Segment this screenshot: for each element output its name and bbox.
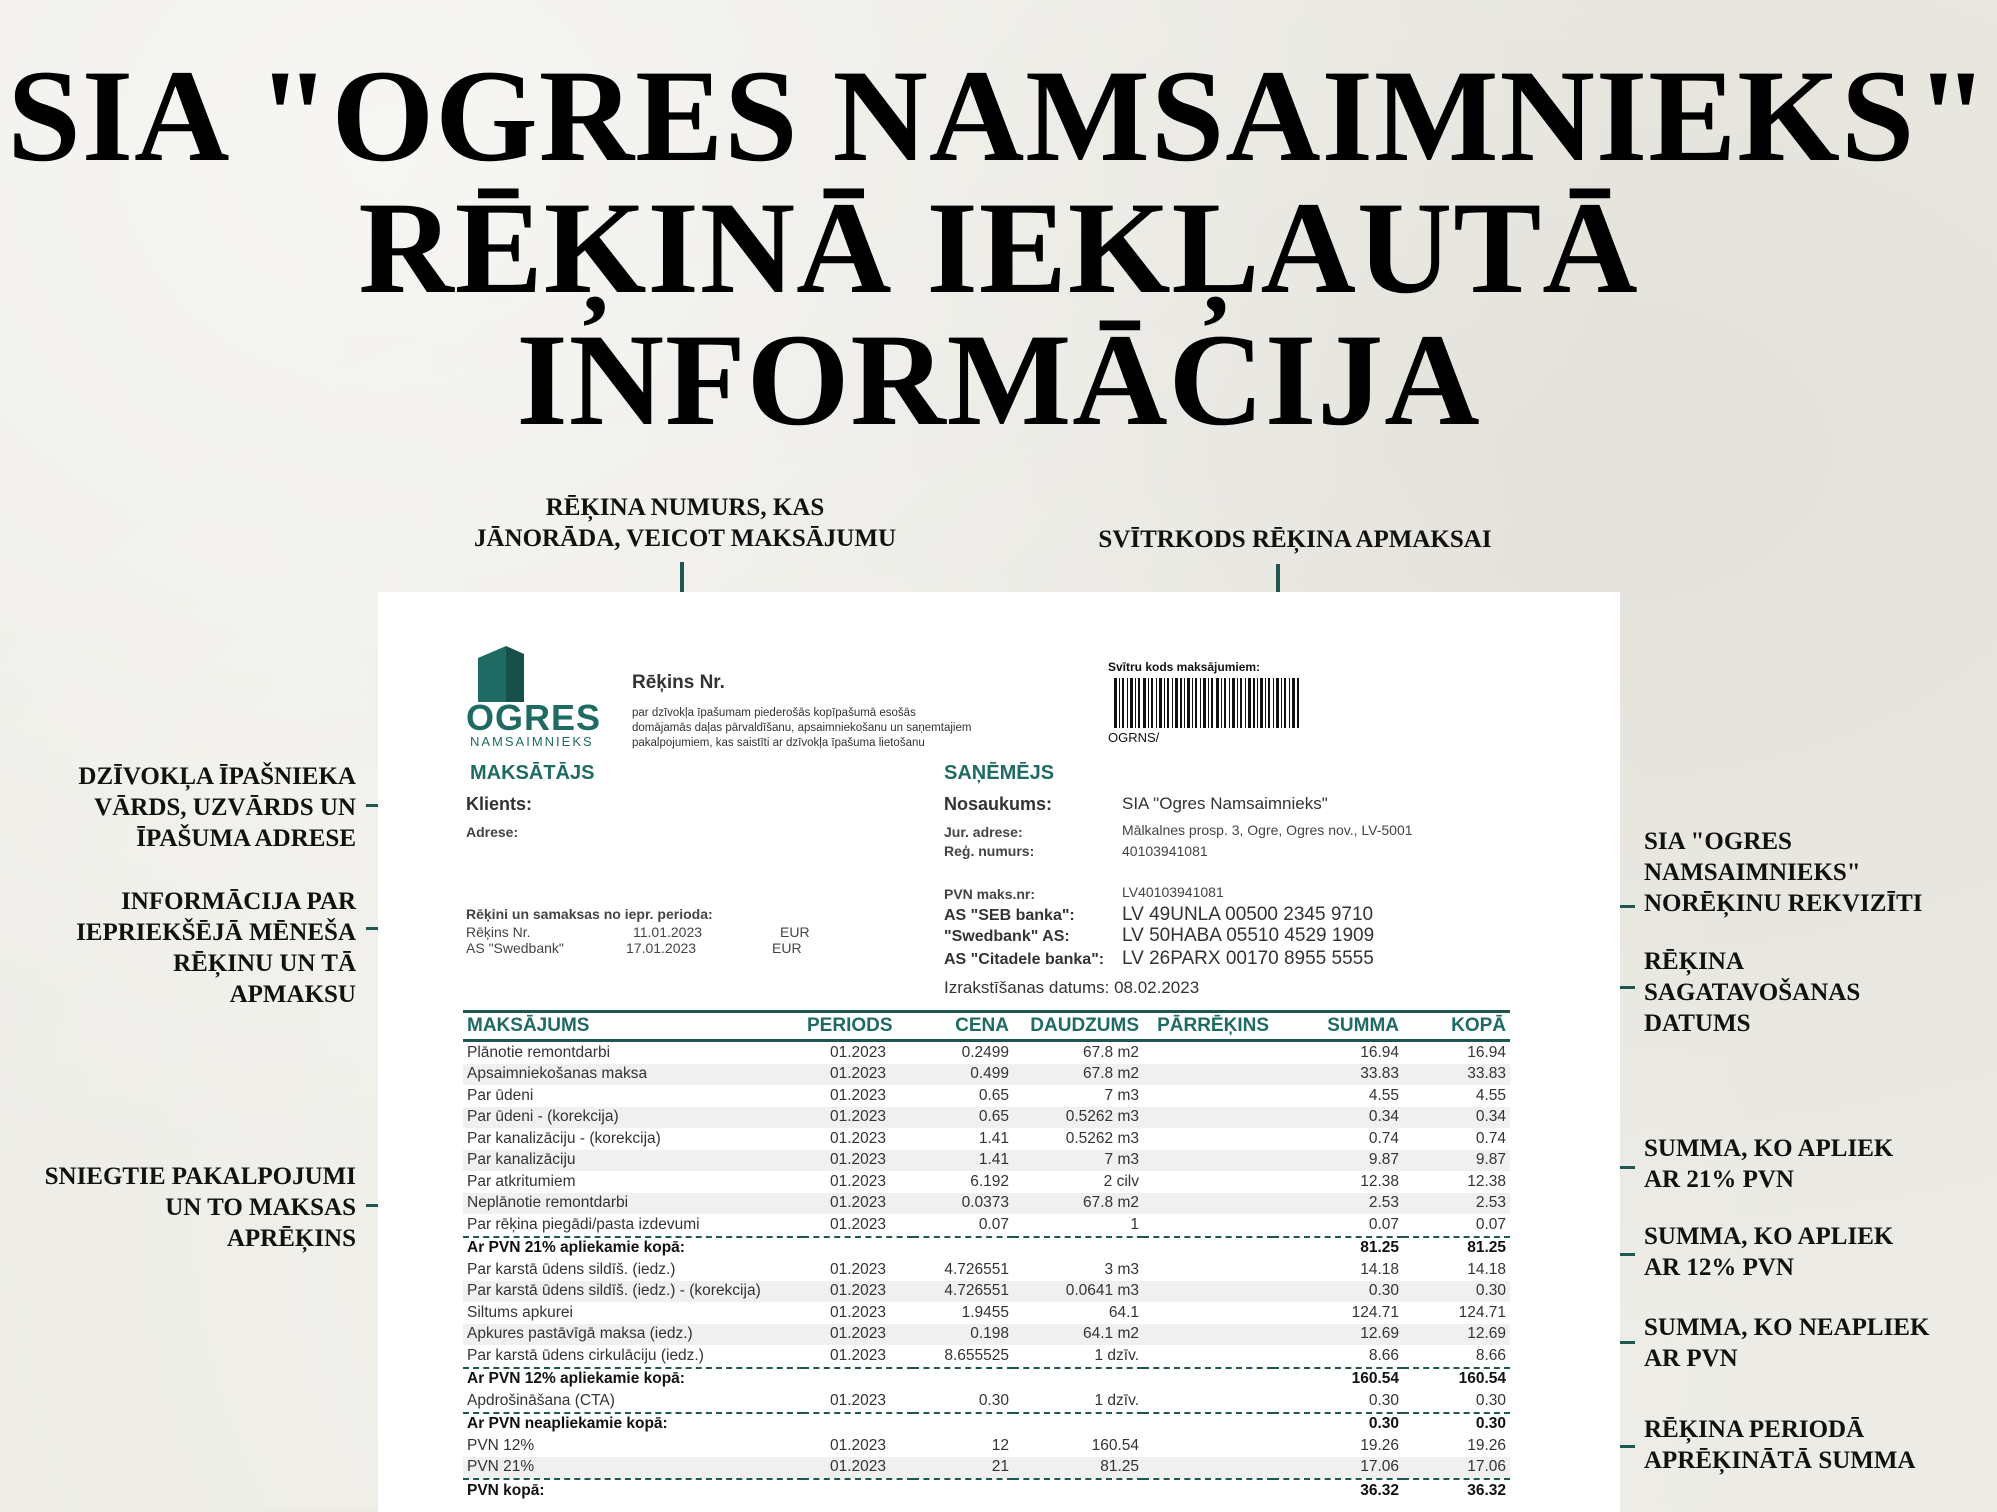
- table-cell: 1.9455: [961, 1303, 1009, 1321]
- table-row: [463, 1390, 1510, 1413]
- table-cell: [1143, 1171, 1273, 1193]
- table-cell: 0.34: [1403, 1107, 1510, 1129]
- col-header: PERIODS: [803, 1012, 913, 1041]
- col-header: PĀRRĒĶINS: [1143, 1012, 1273, 1041]
- col-header: MAKSĀJUMS: [463, 1012, 803, 1041]
- reg-number-value: 40103941081: [1122, 843, 1208, 859]
- table-cell: 01.2023: [829, 1436, 887, 1454]
- vat-number-label: PVN maks.nr:: [944, 886, 1036, 902]
- table-cell: 33.83: [1403, 1064, 1510, 1086]
- table-cell: [913, 1237, 1013, 1260]
- table-cell: 4.55: [1475, 1086, 1506, 1104]
- table-cell: 0.07: [1368, 1215, 1399, 1233]
- table-cell: [1013, 1368, 1143, 1391]
- table-cell: 1 dzīv.: [1094, 1391, 1139, 1409]
- table-cell: Plānotie remontdarbi: [467, 1043, 611, 1061]
- table-row: [463, 1457, 1510, 1480]
- table-cell: Ar PVN 21% apliekamie kopā:: [463, 1237, 803, 1260]
- table-row: [463, 1171, 1510, 1193]
- table-cell: [1143, 1479, 1273, 1502]
- previous-row-date: 17.01.2023: [626, 940, 697, 956]
- table-header-row: [463, 1012, 1510, 1041]
- annotation-invoice-number: RĒĶINA NUMURS, KAS JĀNORĀDA, VEICOT MAKSĀJUMU: [473, 494, 896, 552]
- subtotal-row: [463, 1237, 1510, 1260]
- table-cell: 01.2023: [803, 1193, 913, 1215]
- barcode-label: Svītru kods maksājumiem:: [1108, 660, 1261, 674]
- seb-label: AS "SEB banka":: [944, 907, 1075, 924]
- invoice-sheet: [378, 592, 1620, 1512]
- table-cell: 0.30: [1403, 1281, 1510, 1303]
- table-cell: 0.0373: [913, 1193, 1013, 1215]
- table-cell: [913, 1479, 1013, 1502]
- page-title-line-2: RĒĶINĀ IEKĻAUTĀ: [358, 174, 1639, 321]
- table-cell: 19.26: [1360, 1436, 1399, 1454]
- subtotal-row: [463, 1479, 1510, 1502]
- table-row: [463, 1150, 1510, 1172]
- subtotal-row: [463, 1413, 1510, 1436]
- table-cell: 1.41: [978, 1129, 1009, 1147]
- table-row: [463, 1435, 1510, 1457]
- barcode-code: OGRNS/: [1108, 730, 1160, 745]
- reg-number-label: Reģ. numurs:: [944, 843, 1035, 859]
- table-cell: 01.2023: [803, 1064, 913, 1086]
- table-cell: 7 m3: [1013, 1150, 1143, 1172]
- issue-date: Izrakstīšanas datums: 08.02.2023: [944, 978, 1200, 997]
- table-cell: 0.30: [1273, 1281, 1403, 1303]
- previous-row-currency: EUR: [772, 940, 802, 956]
- table-cell: 124.71: [1458, 1303, 1506, 1321]
- table-cell: 21: [913, 1457, 1013, 1480]
- col-header: KOPĀ: [1403, 1012, 1510, 1041]
- table-cell: 8.66: [1368, 1346, 1399, 1364]
- table-cell: [1143, 1413, 1273, 1436]
- table-cell: Ar PVN 12% apliekamie kopā:: [463, 1368, 803, 1391]
- table-cell: 0.34: [1273, 1107, 1403, 1129]
- table-cell: [1013, 1413, 1143, 1436]
- table-cell: [803, 1479, 913, 1502]
- table-cell: 9.87: [1403, 1150, 1510, 1172]
- table-cell: [1143, 1281, 1273, 1303]
- table-row: [463, 1128, 1510, 1150]
- table-cell: 01.2023: [803, 1107, 913, 1129]
- table-cell: 0.5262 m3: [1013, 1107, 1143, 1129]
- table-cell: 0.65: [913, 1107, 1013, 1129]
- table-cell: Siltums apkurei: [467, 1303, 573, 1321]
- table-cell: 36.32: [1403, 1479, 1510, 1502]
- table-cell: Par karstā ūdens sildīš. (iedz.): [467, 1260, 676, 1278]
- table-row: [463, 1193, 1510, 1215]
- table-row: [463, 1281, 1510, 1303]
- table-cell: [1143, 1302, 1273, 1324]
- table-cell: [1143, 1324, 1273, 1346]
- table-cell: 0.65: [978, 1086, 1009, 1104]
- table-cell: [1143, 1107, 1273, 1129]
- annotation-requisites: SIA "OGRES NAMSAIMNIEKS" NORĒĶINU REKVIZĪTI: [1644, 828, 1923, 917]
- table-cell: [913, 1368, 1013, 1391]
- table-row: [463, 1041, 1510, 1064]
- table-cell: 0.30: [1273, 1413, 1403, 1436]
- table-cell: 64.1 m2: [1013, 1324, 1143, 1346]
- annotation-novat: SUMMA, KO NEAPLIEK AR PVN: [1644, 1314, 1930, 1372]
- table-cell: 8.655525: [944, 1346, 1009, 1364]
- table-cell: [1143, 1214, 1273, 1237]
- table-cell: 33.83: [1273, 1064, 1403, 1086]
- table-cell: 6.192: [970, 1172, 1009, 1190]
- table-cell: 1: [1130, 1215, 1139, 1233]
- table-cell: [1143, 1457, 1273, 1480]
- table-cell: Par karstā ūdens cirkulāciju (iedz.): [467, 1346, 704, 1364]
- table-cell: 0.0641 m3: [1013, 1281, 1143, 1303]
- table-cell: 0.30: [978, 1391, 1009, 1409]
- table-cell: [1143, 1368, 1273, 1391]
- table-cell: 14.18: [1467, 1260, 1506, 1278]
- annotation-prep-date: RĒĶINA SAGATAVOŠANAS DATUMS: [1644, 948, 1861, 1037]
- payments-table: [463, 1010, 1510, 1502]
- table-cell: 01.2023: [829, 1172, 887, 1190]
- table-cell: 01.2023: [803, 1457, 913, 1480]
- table-cell: 01.2023: [803, 1281, 913, 1303]
- invoice-description: par dzīvokļa īpašumam piederošās kopīpašumā esošās domājamās daļas pārvaldīšanu, apsaimniekošanu un saņemtajiem pakalpojumiem, kas saistīti ar dzīvokļa īpašuma lietošanu: [632, 707, 972, 749]
- table-cell: 12: [991, 1436, 1009, 1454]
- table-cell: Apdrošināšana (CTA): [467, 1391, 615, 1409]
- table-cell: [803, 1413, 913, 1436]
- table-cell: 0.2499: [961, 1043, 1009, 1061]
- table-cell: [1143, 1064, 1273, 1086]
- table-cell: 64.1: [1108, 1303, 1139, 1321]
- table-cell: 01.2023: [829, 1215, 887, 1233]
- address-label: Adrese:: [466, 824, 519, 840]
- table-row: [463, 1214, 1510, 1237]
- table-cell: 01.2023: [803, 1150, 913, 1172]
- payer-header: MAKSĀTĀJS: [470, 762, 595, 784]
- legal-address-value: Mālkalnes prosp. 3, Ogre, Ogres nov., LV-5001: [1122, 822, 1413, 838]
- table-cell: 0.198: [913, 1324, 1013, 1346]
- table-cell: 124.71: [1351, 1303, 1399, 1321]
- table-cell: 0.30: [1403, 1413, 1510, 1436]
- table-cell: 01.2023: [829, 1391, 887, 1409]
- table-cell: [1143, 1345, 1273, 1368]
- table-cell: Apkures pastāvīgā maksa (iedz.): [463, 1324, 803, 1346]
- table-cell: 14.18: [1360, 1260, 1399, 1278]
- table-cell: 160.54: [1403, 1368, 1510, 1391]
- annotation-owner: DZĪVOKĻA ĪPAŠNIEKA VĀRDS, UZVĀRDS UN ĪPAŠUMA ADRESE: [78, 763, 356, 852]
- table-row: [463, 1085, 1510, 1107]
- table-cell: 7 m3: [1104, 1086, 1139, 1104]
- building-logo-icon: [478, 646, 524, 702]
- table-cell: Neplānotie remontdarbi: [463, 1193, 803, 1215]
- annotation-previous: INFORMĀCIJA PAR IEPRIEKŠĒJĀ MĒNEŠA RĒĶINU UN TĀ APMAKSU: [76, 888, 356, 1008]
- table-cell: [1143, 1085, 1273, 1107]
- table-cell: 81.25: [1273, 1237, 1403, 1260]
- table-cell: 9.87: [1273, 1150, 1403, 1172]
- col-header: CENA: [913, 1012, 1013, 1041]
- table-cell: 17.06: [1273, 1457, 1403, 1480]
- table-cell: Par ūdeni - (korekcija): [463, 1107, 803, 1129]
- table-cell: 3 m3: [1104, 1260, 1139, 1278]
- previous-row: AS "Swedbank": [466, 940, 564, 956]
- table-cell: 0.07: [1475, 1215, 1506, 1233]
- table-cell: [1143, 1259, 1273, 1281]
- annotation-vat12: SUMMA, KO APLIEK AR 12% PVN: [1644, 1223, 1894, 1281]
- table-cell: [1143, 1193, 1273, 1215]
- table-row: [463, 1107, 1510, 1129]
- name-label: Nosaukums:: [944, 794, 1053, 814]
- table-cell: Apsaimniekošanas maksa: [463, 1064, 803, 1086]
- table-cell: 12.69: [1403, 1324, 1510, 1346]
- table-cell: 4.55: [1368, 1086, 1399, 1104]
- client-label: Klients:: [466, 794, 533, 814]
- citadele-label: AS "Citadele banka":: [944, 951, 1105, 968]
- annotation-services: SNIEGTIE PAKALPOJUMI UN TO MAKSAS APRĒĶINS: [44, 1163, 356, 1252]
- previous-period-header: Rēķini un samaksas no iepr. perioda:: [466, 906, 713, 922]
- vat-number-value: LV40103941081: [1122, 884, 1224, 900]
- table-cell: 0.07: [978, 1215, 1009, 1233]
- table-cell: 67.8 m2: [1013, 1193, 1143, 1215]
- table-cell: [1143, 1237, 1273, 1260]
- table-cell: 01.2023: [803, 1324, 913, 1346]
- table-row: [463, 1259, 1510, 1281]
- table-cell: 67.8 m2: [1013, 1064, 1143, 1086]
- table-cell: [1143, 1128, 1273, 1150]
- table-cell: 8.66: [1475, 1346, 1506, 1364]
- table-cell: [913, 1413, 1013, 1436]
- table-row: [463, 1302, 1510, 1324]
- table-cell: [1143, 1041, 1273, 1064]
- col-header: SUMMA: [1273, 1012, 1403, 1041]
- annotation-period-sum: RĒĶINA PERIODĀ APRĒĶINĀTĀ SUMMA: [1644, 1416, 1916, 1474]
- table-row: [463, 1324, 1510, 1346]
- legal-address-label: Jur. adrese:: [944, 824, 1023, 840]
- seb-iban: LV 49UNLA 00500 2345 9710: [1122, 904, 1374, 925]
- logo-subtext: NAMSAIMNIEKS: [470, 734, 594, 749]
- table-cell: 0.74: [1475, 1129, 1506, 1147]
- table-cell: 01.2023: [829, 1043, 887, 1061]
- table-cell: 4.726551: [944, 1260, 1009, 1278]
- barcode-icon: [1114, 678, 1300, 728]
- swedbank-label: "Swedbank" AS:: [944, 928, 1070, 945]
- page-title-line-3: INFORMĀCIJA: [516, 306, 1481, 453]
- receiver-header: SAŅĒMĒJS: [944, 762, 1055, 784]
- table-cell: 0.30: [1368, 1391, 1399, 1409]
- citadele-iban: LV 26PARX 00170 8955 5555: [1122, 948, 1374, 969]
- table-cell: 81.25: [1013, 1457, 1143, 1480]
- table-cell: 0.5262 m3: [1065, 1129, 1139, 1147]
- table-cell: 01.2023: [829, 1346, 887, 1364]
- table-cell: [1143, 1435, 1273, 1457]
- table-cell: Par kanalizāciju - (korekcija): [467, 1129, 661, 1147]
- col-header: DAUDZUMS: [1013, 1012, 1143, 1041]
- table-cell: 1.41: [913, 1150, 1013, 1172]
- table-cell: [803, 1237, 913, 1260]
- invoice-number-label: Rēķins Nr.: [632, 672, 725, 693]
- table-cell: 12.38: [1467, 1172, 1506, 1190]
- table-cell: PVN kopā:: [463, 1479, 803, 1502]
- table-cell: Par kanalizāciju: [463, 1150, 803, 1172]
- table-cell: 01.2023: [829, 1303, 887, 1321]
- table-cell: 2.53: [1273, 1193, 1403, 1215]
- logo-text: OGRES: [466, 697, 602, 738]
- table-cell: 16.94: [1360, 1043, 1399, 1061]
- table-cell: PVN 12%: [467, 1436, 535, 1454]
- table-cell: 1 dzīv.: [1094, 1346, 1139, 1364]
- table-cell: 0.74: [1368, 1129, 1399, 1147]
- table-cell: 0.499: [913, 1064, 1013, 1086]
- subtotal-row: [463, 1368, 1510, 1391]
- table-cell: 12.69: [1273, 1324, 1403, 1346]
- table-cell: [1143, 1390, 1273, 1413]
- annotation-barcode: SVĪTRKODS RĒĶINA APMAKSAI: [1098, 526, 1492, 553]
- table-cell: 16.94: [1467, 1043, 1506, 1061]
- table-cell: 01.2023: [829, 1260, 887, 1278]
- table-cell: 12.38: [1360, 1172, 1399, 1190]
- previous-row-currency: EUR: [780, 924, 810, 940]
- table-cell: PVN 21%: [463, 1457, 803, 1480]
- table-cell: 81.25: [1403, 1237, 1510, 1260]
- table-cell: [803, 1368, 913, 1391]
- previous-row: Rēķins Nr.: [466, 924, 531, 940]
- table-cell: [1143, 1150, 1273, 1172]
- table-cell: 67.8 m2: [1082, 1043, 1139, 1061]
- table-cell: Par ūdeni: [467, 1086, 534, 1104]
- table-cell: Par atkritumiem: [467, 1172, 576, 1190]
- table-cell: Ar PVN neapliekamie kopā:: [463, 1413, 803, 1436]
- table-row: [463, 1345, 1510, 1368]
- table-cell: 2.53: [1403, 1193, 1510, 1215]
- table-cell: 01.2023: [829, 1129, 887, 1147]
- table-cell: Par rēķina piegādi/pasta izdevumi: [467, 1215, 700, 1233]
- table-cell: 36.32: [1273, 1479, 1403, 1502]
- table-cell: 160.54: [1091, 1436, 1139, 1454]
- swedbank-iban: LV 50HABA 05510 4529 1909: [1122, 925, 1375, 946]
- table-cell: 2 cilv: [1103, 1172, 1139, 1190]
- table-cell: 0.30: [1475, 1391, 1506, 1409]
- name-value: SIA "Ogres Namsaimnieks": [1122, 794, 1328, 813]
- table-cell: 160.54: [1273, 1368, 1403, 1391]
- table-row: [463, 1064, 1510, 1086]
- page-title-line-1: SIA "OGRES NAMSAIMNIEKS": [7, 42, 1990, 189]
- previous-row-date: 11.01.2023: [633, 924, 703, 940]
- table-cell: [1013, 1479, 1143, 1502]
- table-cell: Par karstā ūdens sildīš. (iedz.) - (korekcija): [463, 1281, 803, 1303]
- table-cell: 19.26: [1467, 1436, 1506, 1454]
- annotation-vat21: SUMMA, KO APLIEK AR 21% PVN: [1644, 1135, 1894, 1193]
- table-cell: [1013, 1237, 1143, 1260]
- table-cell: 01.2023: [829, 1086, 887, 1104]
- table-cell: 4.726551: [913, 1281, 1013, 1303]
- table-cell: 17.06: [1403, 1457, 1510, 1480]
